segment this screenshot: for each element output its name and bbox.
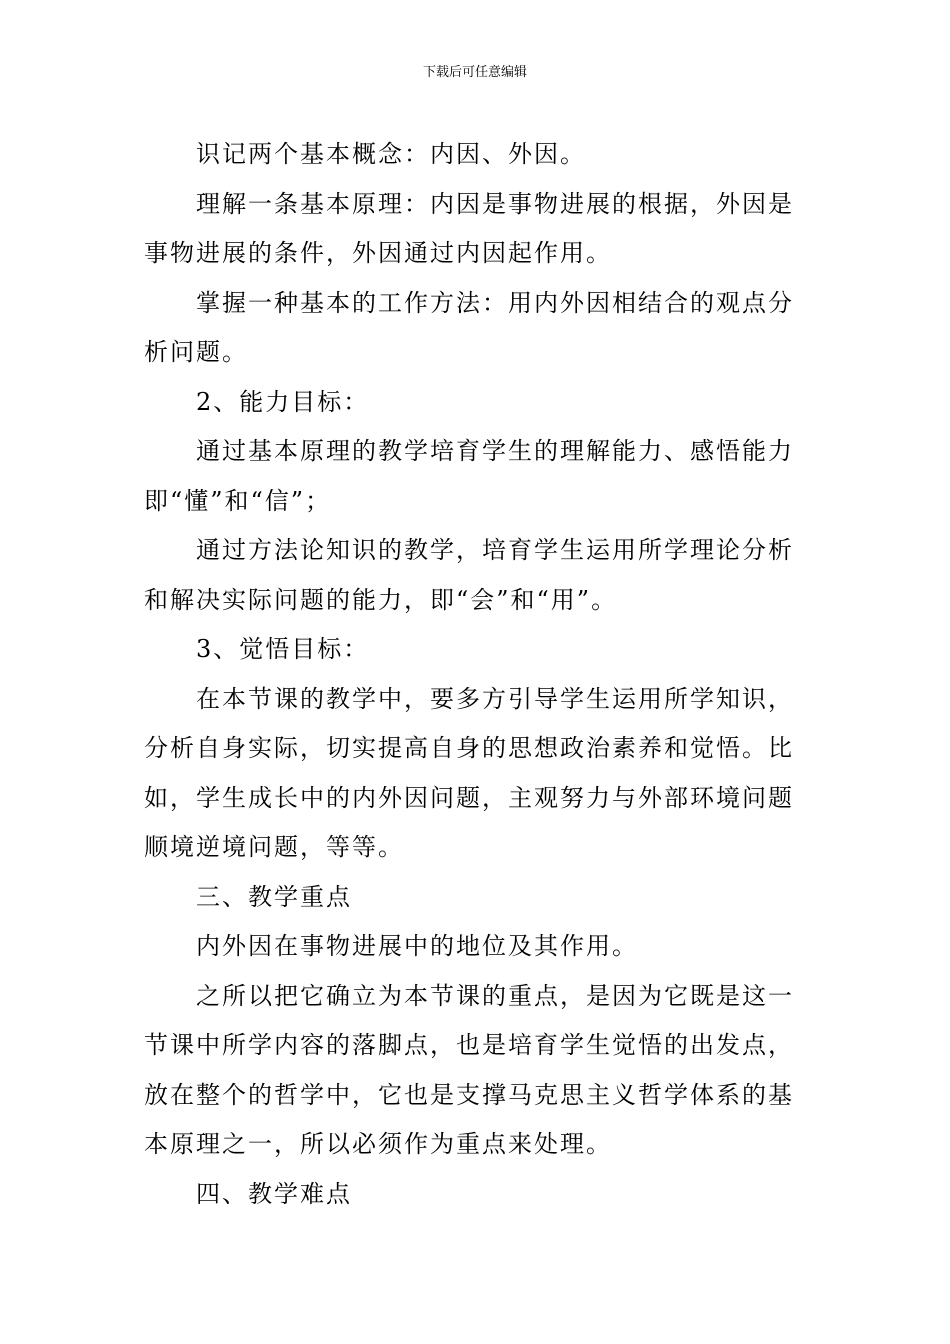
text-line: 通过基本原理的教学培育学生的理解能力、感悟能力	[196, 437, 794, 465]
text-line: 识记两个基本概念：内因、外因。	[196, 140, 586, 168]
text-line: 掌握一种基本的工作方法：用内外因相结合的观点分	[196, 288, 794, 317]
text-line: 和解决实际问题的能力，即“会”和“用”。	[144, 585, 618, 614]
text-line: 节课中所学内容的落脚点，也是培育学生觉悟的出发点，	[144, 1031, 794, 1059]
text-line: 通过方法论知识的教学，培育学生运用所学理论分析	[196, 536, 794, 564]
text-line: 理解一条基本原理：内因是事物进展的根据，外因是	[196, 189, 794, 218]
text-line: 内外因在事物进展中的地位及其作用。	[196, 932, 638, 960]
section-heading: 3、觉悟目标：	[196, 635, 370, 663]
text-line: 事物进展的条件，外因通过内因起作用。	[144, 239, 612, 267]
text-line: 放在整个的哲学中，它也是支撑马克思主义哲学体系的基	[144, 1080, 794, 1109]
text-line: 在本节课的教学中，要多方引导学生运用所学知识，	[196, 684, 794, 713]
text-line: 顺境逆境问题，等等。	[144, 833, 404, 861]
section-heading: 三、教学重点	[196, 882, 352, 911]
document-body	[144, 130, 809, 1219]
text-line: 分析自身实际，切实提高自身的思想政治素养和觉悟。比	[144, 734, 794, 762]
text-line: 之所以把它确立为本节课的重点，是因为它既是这一	[196, 981, 794, 1010]
section-heading: 四、教学难点	[196, 1179, 352, 1208]
text-line: 本原理之一，所以必须作为重点来处理。	[144, 1130, 612, 1158]
text-line: 即“懂”和“信”；	[144, 486, 332, 515]
section-heading: 2、能力目标：	[196, 387, 370, 416]
page-header-note: 下载后可任意编辑	[422, 65, 527, 80]
text-line: 析问题。	[144, 338, 248, 366]
text-line: 如，学生成长中的内外因问题，主观努力与外部环境问题	[144, 783, 794, 812]
